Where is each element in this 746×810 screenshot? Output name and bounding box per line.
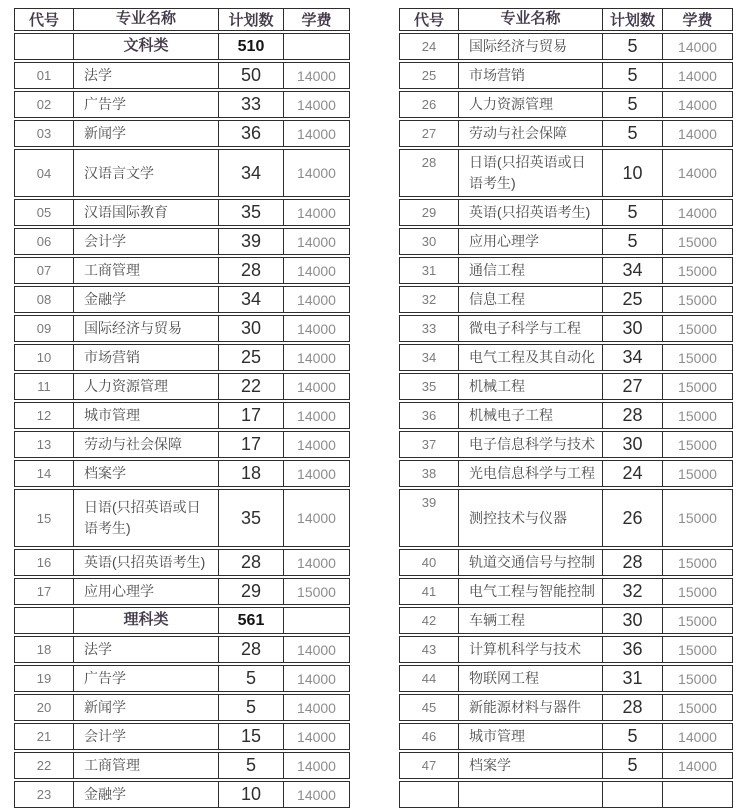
major-name-cell: 电气工程及其自动化 bbox=[458, 345, 602, 370]
table-row bbox=[399, 315, 733, 342]
plan-count-cell: 5 bbox=[602, 753, 662, 778]
plan-count-cell: 26 bbox=[602, 490, 662, 546]
header-row bbox=[14, 8, 350, 31]
fee-cell: 14000 bbox=[662, 724, 732, 749]
fee-cell bbox=[283, 608, 349, 633]
code-cell: 36 bbox=[421, 408, 437, 423]
major-name-cell: 城市管理 bbox=[458, 724, 602, 749]
plan-count-cell: 28 bbox=[218, 258, 283, 283]
fee-cell: 14000 bbox=[283, 461, 349, 486]
major-name-cell: 光电信息科学与工程 bbox=[458, 461, 602, 486]
header-code: 代号 bbox=[28, 12, 59, 29]
major-name-cell: 广告学 bbox=[73, 92, 218, 117]
fee-cell: 14000 bbox=[283, 695, 349, 720]
plan-count-cell: 25 bbox=[602, 287, 662, 312]
plan-count-cell: 5 bbox=[602, 92, 662, 117]
fee-cell: 15000 bbox=[662, 287, 732, 312]
header-fee: 学费 bbox=[662, 9, 732, 30]
table-row bbox=[399, 62, 733, 89]
fee-cell: 14000 bbox=[662, 150, 732, 196]
fee-cell: 14000 bbox=[283, 92, 349, 117]
plan-count-cell: 17 bbox=[218, 403, 283, 428]
plan-count-cell: 5 bbox=[602, 121, 662, 146]
major-name-cell: 法学 bbox=[73, 637, 218, 662]
code-cell: 21 bbox=[36, 729, 52, 744]
major-name-cell: 人力资源管理 bbox=[73, 374, 218, 399]
plan-count-cell: 36 bbox=[602, 637, 662, 662]
plan-count-cell: 25 bbox=[218, 345, 283, 370]
major-name-cell: 劳动与社会保障 bbox=[458, 121, 602, 146]
fee-cell: 15000 bbox=[662, 345, 732, 370]
fee-cell: 14000 bbox=[662, 753, 732, 778]
table-row bbox=[14, 91, 350, 118]
table-row bbox=[14, 315, 350, 342]
plan-count-cell: 24 bbox=[602, 461, 662, 486]
code-cell: 26 bbox=[421, 97, 437, 112]
fee-cell: 14000 bbox=[283, 490, 349, 546]
fee-cell: 15000 bbox=[662, 490, 732, 546]
plan-count-cell: 34 bbox=[602, 345, 662, 370]
header-major-name: 专业名称 bbox=[458, 9, 602, 30]
header-major-name: 专业名称 bbox=[73, 9, 218, 30]
table-row bbox=[399, 149, 733, 197]
major-name-cell: 英语(只招英语考生) bbox=[73, 550, 218, 575]
table-row bbox=[14, 460, 350, 487]
table-row bbox=[399, 489, 733, 547]
code-cell: 45 bbox=[421, 700, 437, 715]
table-row bbox=[399, 286, 733, 313]
category-name-cell: 理科类 bbox=[73, 608, 218, 633]
fee-cell: 14000 bbox=[283, 550, 349, 575]
table-row bbox=[14, 694, 350, 721]
major-name-cell: 新闻学 bbox=[73, 121, 218, 146]
major-name-cell: 新闻学 bbox=[73, 695, 218, 720]
major-name-cell: 汉语言文学 bbox=[73, 150, 218, 196]
table-row bbox=[14, 149, 350, 197]
code-cell: 02 bbox=[36, 97, 52, 112]
fee-cell: 14000 bbox=[283, 403, 349, 428]
fee-cell: 15000 bbox=[662, 550, 732, 575]
code-cell: 33 bbox=[421, 321, 437, 336]
fee-cell: 15000 bbox=[662, 258, 732, 283]
fee-cell: 15000 bbox=[662, 316, 732, 341]
major-name-cell: 机械电子工程 bbox=[458, 403, 602, 428]
fee-cell: 15000 bbox=[662, 403, 732, 428]
code-cell: 15 bbox=[36, 510, 52, 526]
major-name-cell: 机械工程 bbox=[458, 374, 602, 399]
code-cell: 28 bbox=[421, 155, 437, 170]
fee-cell: 14000 bbox=[283, 316, 349, 341]
table-row bbox=[399, 91, 733, 118]
code-cell: 03 bbox=[36, 126, 52, 141]
major-name-cell: 计算机科学与技术 bbox=[458, 637, 602, 662]
plan-count-cell: 28 bbox=[218, 550, 283, 575]
fee-cell: 14000 bbox=[283, 666, 349, 691]
major-name-cell: 轨道交通信号与控制 bbox=[458, 550, 602, 575]
plan-count-cell bbox=[602, 782, 662, 807]
enrollment-plan-table-right bbox=[399, 8, 733, 810]
table-row bbox=[399, 665, 733, 692]
code-cell: 29 bbox=[421, 205, 437, 220]
code-cell bbox=[400, 782, 458, 807]
table-row bbox=[399, 636, 733, 663]
fee-cell: 14000 bbox=[283, 432, 349, 457]
code-cell: 47 bbox=[421, 758, 437, 773]
table-row bbox=[14, 636, 350, 663]
plan-count-cell: 31 bbox=[602, 666, 662, 691]
table-row bbox=[14, 402, 350, 429]
table-row bbox=[14, 752, 350, 779]
plan-count-cell: 5 bbox=[218, 695, 283, 720]
header-code: 代号 bbox=[413, 12, 444, 29]
fee-cell: 14000 bbox=[283, 753, 349, 778]
major-name-cell: 日语(只招英语或日语考生) bbox=[458, 150, 602, 196]
major-name-cell: 车辆工程 bbox=[458, 608, 602, 633]
table-row bbox=[399, 431, 733, 458]
code-cell bbox=[15, 34, 73, 59]
code-cell: 35 bbox=[421, 379, 437, 394]
fee-cell: 14000 bbox=[662, 34, 732, 59]
plan-count-cell: 34 bbox=[218, 150, 283, 196]
table-row bbox=[399, 607, 733, 634]
plan-count-cell: 5 bbox=[602, 724, 662, 749]
major-name-cell: 国际经济与贸易 bbox=[73, 316, 218, 341]
table-row bbox=[14, 257, 350, 284]
plan-count-cell: 35 bbox=[218, 490, 283, 546]
fee-cell: 14000 bbox=[283, 229, 349, 254]
header-row bbox=[399, 8, 733, 31]
code-cell: 37 bbox=[421, 437, 437, 452]
plan-count-cell: 30 bbox=[602, 608, 662, 633]
major-name-cell bbox=[458, 782, 602, 807]
header-fee: 学费 bbox=[283, 9, 349, 30]
plan-count-cell: 5 bbox=[602, 229, 662, 254]
plan-count-cell: 15 bbox=[218, 724, 283, 749]
plan-count-cell: 33 bbox=[218, 92, 283, 117]
table-row bbox=[399, 33, 733, 60]
fee-cell: 15000 bbox=[662, 608, 732, 633]
plan-count-cell: 10 bbox=[602, 150, 662, 196]
plan-count-cell: 5 bbox=[218, 753, 283, 778]
plan-count-cell: 30 bbox=[218, 316, 283, 341]
enrollment-plan-table-left bbox=[14, 8, 350, 810]
table-row bbox=[14, 431, 350, 458]
table-row bbox=[14, 578, 350, 605]
major-name-cell: 电子信息科学与技术 bbox=[458, 432, 602, 457]
major-name-cell: 日语(只招英语或日语考生) bbox=[73, 490, 218, 546]
code-cell: 34 bbox=[421, 350, 437, 365]
code-cell: 11 bbox=[37, 379, 51, 394]
major-name-cell: 测控技术与仪器 bbox=[458, 490, 602, 546]
plan-count-cell: 50 bbox=[218, 63, 283, 88]
table-row bbox=[399, 694, 733, 721]
fee-cell: 15000 bbox=[662, 579, 732, 604]
major-name-cell: 应用心理学 bbox=[458, 229, 602, 254]
major-name-cell: 国际经济与贸易 bbox=[458, 34, 602, 59]
table-row bbox=[399, 257, 733, 284]
major-name-cell: 档案学 bbox=[458, 753, 602, 778]
major-name-cell: 金融学 bbox=[73, 782, 218, 807]
plan-count-cell: 28 bbox=[602, 695, 662, 720]
plan-count-cell: 5 bbox=[602, 63, 662, 88]
code-cell: 25 bbox=[421, 68, 437, 83]
fee-cell: 14000 bbox=[283, 121, 349, 146]
fee-cell: 14000 bbox=[662, 63, 732, 88]
fee-cell bbox=[283, 34, 349, 59]
code-cell: 10 bbox=[36, 350, 52, 365]
code-cell: 24 bbox=[421, 39, 437, 54]
code-cell: 32 bbox=[421, 292, 437, 307]
code-cell bbox=[15, 608, 73, 633]
plan-count-cell: 27 bbox=[602, 374, 662, 399]
fee-cell bbox=[662, 782, 732, 807]
code-cell: 40 bbox=[421, 555, 437, 570]
plan-count-cell: 22 bbox=[218, 374, 283, 399]
major-name-cell: 电气工程与智能控制 bbox=[458, 579, 602, 604]
major-name-cell: 汉语国际教育 bbox=[73, 200, 218, 225]
code-cell: 20 bbox=[36, 700, 52, 715]
major-name-cell: 英语(只招英语考生) bbox=[458, 200, 602, 225]
plan-count-cell: 5 bbox=[218, 666, 283, 691]
table-row bbox=[14, 781, 350, 808]
category-total-cell: 510 bbox=[218, 34, 283, 59]
fee-cell: 14000 bbox=[662, 200, 732, 225]
table-row bbox=[399, 344, 733, 371]
table-row bbox=[399, 373, 733, 400]
code-cell: 22 bbox=[36, 758, 52, 773]
fee-cell: 14000 bbox=[283, 287, 349, 312]
fee-cell: 14000 bbox=[283, 63, 349, 88]
fee-cell: 14000 bbox=[283, 724, 349, 749]
table-row bbox=[14, 344, 350, 371]
plan-count-cell: 28 bbox=[602, 403, 662, 428]
fee-cell: 15000 bbox=[662, 461, 732, 486]
fee-cell: 14000 bbox=[283, 258, 349, 283]
code-cell: 44 bbox=[421, 671, 437, 686]
empty-row bbox=[399, 781, 733, 808]
plan-count-cell: 30 bbox=[602, 316, 662, 341]
major-name-cell: 信息工程 bbox=[458, 287, 602, 312]
plan-count-cell: 34 bbox=[602, 258, 662, 283]
plan-count-cell: 28 bbox=[218, 637, 283, 662]
table-row bbox=[14, 120, 350, 147]
code-cell: 43 bbox=[421, 642, 437, 657]
major-name-cell: 劳动与社会保障 bbox=[73, 432, 218, 457]
fee-cell: 15000 bbox=[662, 229, 732, 254]
fee-cell: 15000 bbox=[662, 374, 732, 399]
major-name-cell: 档案学 bbox=[73, 461, 218, 486]
plan-count-cell: 10 bbox=[218, 782, 283, 807]
major-name-cell: 通信工程 bbox=[458, 258, 602, 283]
header-plan-count: 计划数 bbox=[218, 9, 283, 30]
code-cell: 46 bbox=[421, 729, 437, 744]
table-row bbox=[399, 199, 733, 226]
fee-cell: 14000 bbox=[283, 200, 349, 225]
code-cell: 07 bbox=[36, 263, 52, 278]
table-row bbox=[14, 549, 350, 576]
fee-cell: 15000 bbox=[283, 579, 349, 604]
code-cell: 17 bbox=[36, 584, 52, 599]
plan-count-cell: 34 bbox=[218, 287, 283, 312]
table-row bbox=[14, 723, 350, 750]
code-cell: 08 bbox=[36, 292, 52, 307]
fee-cell: 14000 bbox=[283, 782, 349, 807]
table-row bbox=[399, 723, 733, 750]
code-cell: 13 bbox=[36, 437, 52, 452]
plan-count-cell: 39 bbox=[218, 229, 283, 254]
code-cell: 39 bbox=[421, 495, 437, 510]
major-name-cell: 会计学 bbox=[73, 229, 218, 254]
header-plan-count: 计划数 bbox=[602, 9, 662, 30]
table-row bbox=[14, 228, 350, 255]
plan-count-cell: 30 bbox=[602, 432, 662, 457]
major-name-cell: 市场营销 bbox=[73, 345, 218, 370]
fee-cell: 14000 bbox=[283, 150, 349, 196]
category-total-cell: 561 bbox=[218, 608, 283, 633]
major-name-cell: 金融学 bbox=[73, 287, 218, 312]
major-name-cell: 应用心理学 bbox=[73, 579, 218, 604]
code-cell: 12 bbox=[36, 408, 52, 423]
fee-cell: 15000 bbox=[662, 432, 732, 457]
plan-count-cell: 32 bbox=[602, 579, 662, 604]
code-cell: 16 bbox=[36, 555, 52, 570]
code-cell: 42 bbox=[421, 613, 437, 628]
table-row bbox=[399, 460, 733, 487]
code-cell: 41 bbox=[421, 584, 437, 599]
table-row bbox=[399, 752, 733, 779]
code-cell: 23 bbox=[36, 787, 52, 802]
table-row bbox=[14, 373, 350, 400]
fee-cell: 14000 bbox=[662, 92, 732, 117]
plan-count-cell: 18 bbox=[218, 461, 283, 486]
major-name-cell: 工商管理 bbox=[73, 258, 218, 283]
fee-cell: 14000 bbox=[662, 121, 732, 146]
major-name-cell: 人力资源管理 bbox=[458, 92, 602, 117]
table-row bbox=[399, 578, 733, 605]
table-row bbox=[399, 402, 733, 429]
major-name-cell: 工商管理 bbox=[73, 753, 218, 778]
fee-cell: 15000 bbox=[662, 637, 732, 662]
fee-cell: 14000 bbox=[283, 374, 349, 399]
plan-count-cell: 28 bbox=[602, 550, 662, 575]
major-name-cell: 微电子科学与工程 bbox=[458, 316, 602, 341]
code-cell: 06 bbox=[36, 234, 52, 249]
code-cell: 04 bbox=[36, 165, 52, 181]
plan-count-cell: 29 bbox=[218, 579, 283, 604]
code-cell: 09 bbox=[36, 321, 52, 336]
code-cell: 19 bbox=[36, 671, 52, 686]
table-row bbox=[14, 665, 350, 692]
code-cell: 31 bbox=[421, 263, 437, 278]
table-row bbox=[399, 228, 733, 255]
plan-count-cell: 5 bbox=[602, 200, 662, 225]
major-name-cell: 法学 bbox=[73, 63, 218, 88]
plan-count-cell: 35 bbox=[218, 200, 283, 225]
code-cell: 27 bbox=[421, 126, 437, 141]
table-row bbox=[14, 62, 350, 89]
category-name-cell: 文科类 bbox=[73, 34, 218, 59]
table-row bbox=[14, 489, 350, 547]
major-name-cell: 新能源材料与器件 bbox=[458, 695, 602, 720]
plan-count-cell: 17 bbox=[218, 432, 283, 457]
category-row bbox=[14, 607, 350, 634]
category-row bbox=[14, 33, 350, 60]
code-cell: 05 bbox=[36, 205, 52, 220]
major-name-cell: 广告学 bbox=[73, 666, 218, 691]
major-name-cell: 会计学 bbox=[73, 724, 218, 749]
plan-count-cell: 5 bbox=[602, 34, 662, 59]
code-cell: 38 bbox=[421, 466, 437, 481]
code-cell: 30 bbox=[421, 234, 437, 249]
fee-cell: 14000 bbox=[283, 637, 349, 662]
fee-cell: 15000 bbox=[662, 695, 732, 720]
fee-cell: 14000 bbox=[283, 345, 349, 370]
table-row bbox=[14, 286, 350, 313]
plan-count-cell: 36 bbox=[218, 121, 283, 146]
table-row bbox=[399, 120, 733, 147]
code-cell: 18 bbox=[36, 642, 52, 657]
code-cell: 01 bbox=[36, 68, 52, 83]
major-name-cell: 城市管理 bbox=[73, 403, 218, 428]
table-row bbox=[399, 549, 733, 576]
table-row bbox=[14, 199, 350, 226]
fee-cell: 15000 bbox=[662, 666, 732, 691]
major-name-cell: 物联网工程 bbox=[458, 666, 602, 691]
code-cell: 14 bbox=[36, 466, 52, 481]
major-name-cell: 市场营销 bbox=[458, 63, 602, 88]
